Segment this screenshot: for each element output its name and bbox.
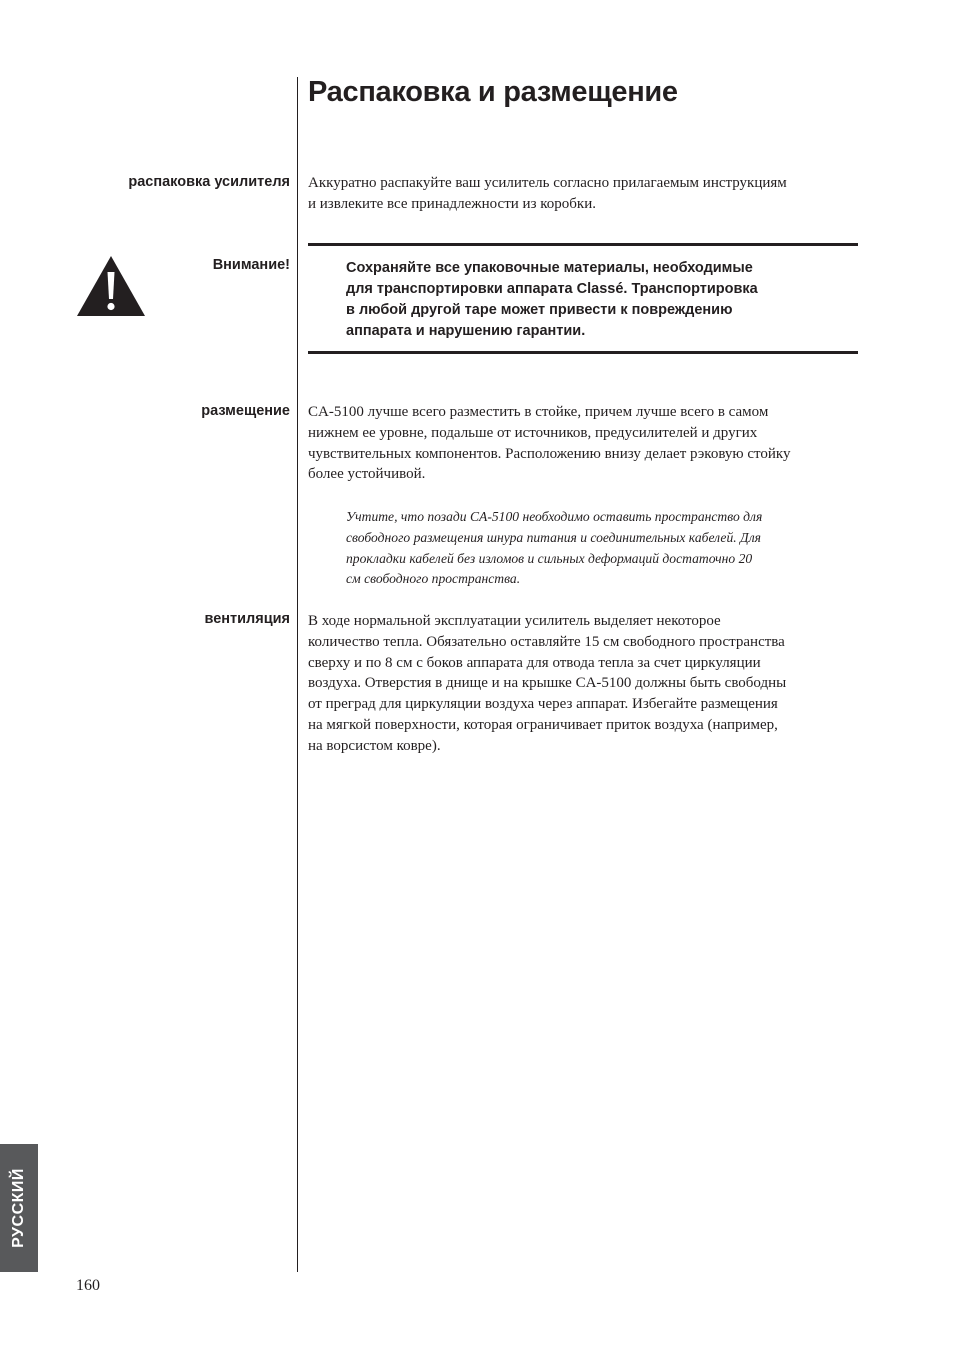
text-line: см свободного пространства. (346, 571, 521, 587)
section-label-warning: Внимание! (212, 257, 290, 273)
page-title: Распаковка и размещение (308, 76, 678, 108)
section-label-unpacking: распаковка усилителя (128, 174, 290, 190)
text-line: В ходе нормальной эксплуатации усилитель выделяет некоторое (308, 613, 721, 629)
text-line: для транспортировки аппарата Classé. Транспортировка (346, 281, 758, 297)
unpacking-paragraph (308, 173, 860, 215)
text-line: сверху и по 8 см с боков аппарата для отвода тепла за счет циркуляции (308, 654, 761, 671)
page-number: 160 (76, 1277, 100, 1294)
margin-vertical-rule (297, 77, 298, 1272)
text-line: количество тепла. Обязательно оставляйте 15 см свободного пространства (308, 633, 785, 650)
placement-note (346, 507, 816, 590)
text-line: CA-5100 лучше всего разместить в стойке, причем лучше всего в самом (308, 404, 769, 420)
text-line: воздуха. Отверстия в днище и на крышке CA-5100 должны быть свободны (308, 675, 787, 692)
text-line: нижнем ее уровне, подальше от источников, предусилителей и других (308, 424, 758, 441)
placement-paragraph (308, 402, 860, 485)
text-line: прокладки кабелей без изломов и сильных деформаций достаточно 20 (346, 550, 753, 566)
section-label-placement: размещение (201, 403, 290, 419)
text-line: свободного размещения шнура питания и соединительных кабелей. Для (346, 529, 761, 545)
ventilation-paragraph (308, 611, 860, 757)
text-line: и извлеките все принадлежности из коробки. (308, 195, 596, 212)
text-line: Аккуратно распакуйте ваш усилитель согласно прилагаемым инструкциям (308, 175, 787, 191)
text-line: на ворсистом ковре). (308, 737, 441, 754)
warning-text (346, 258, 758, 342)
text-line: Сохраняйте все упаковочные материалы, необходимые (346, 260, 753, 276)
text-line: в любой другой таре может привести к повреждению (346, 302, 733, 318)
language-tab-label: РУССКИЙ (10, 1168, 27, 1248)
language-tab (0, 1144, 38, 1272)
text-line: Учтите, что позади CA-5100 необходимо оставить пространство для (346, 509, 763, 524)
warning-box (308, 243, 858, 354)
text-line: аппарата и нарушению гарантии. (346, 323, 586, 339)
text-line: от преград для циркуляции воздуха через аппарат. Избегайте размещения (308, 696, 778, 713)
text-line: на мягкой поверхности, которая ограничивает приток воздуха (например, (308, 716, 778, 733)
section-label-ventilation: вентиляция (204, 611, 290, 627)
text-line: чувствительных компонентов. Расположению внизу делает рэковую стойку (308, 445, 791, 462)
text-line: более устойчивой. (308, 466, 426, 483)
